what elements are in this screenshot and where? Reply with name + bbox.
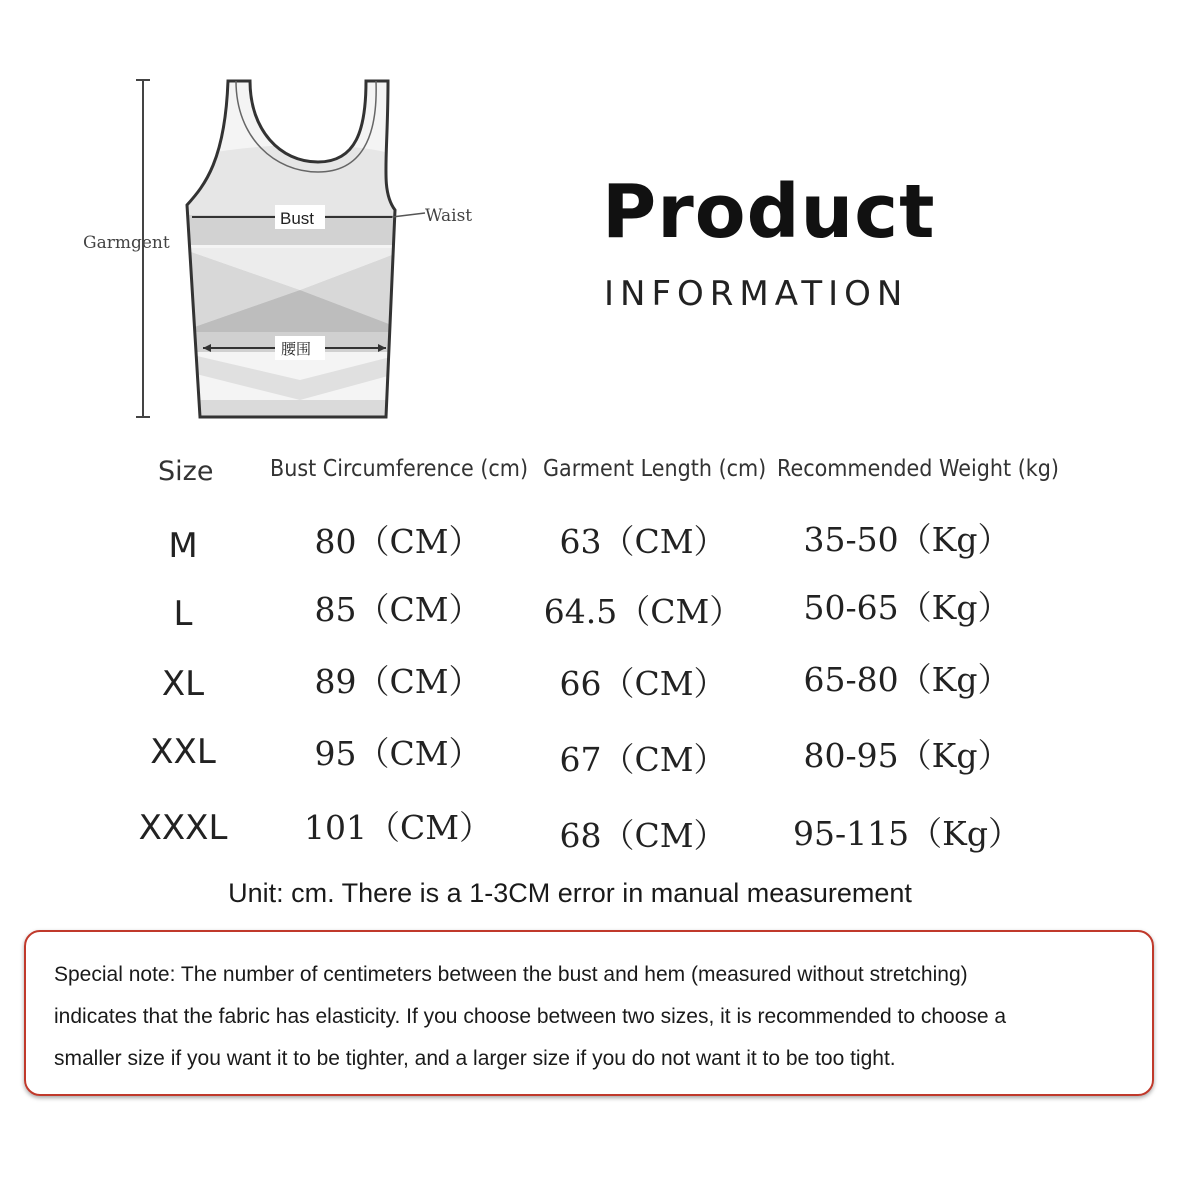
table-row: [0, 514, 1200, 574]
header-length: Garment Length (cm): [543, 456, 767, 482]
cell-length: 67（CM）: [559, 740, 727, 779]
cell-weight: 35-50（Kg）: [803, 520, 1011, 559]
cell-weight: 65-80（Kg）: [803, 660, 1011, 699]
special-note-line: Special note: The number of centimeters between the bust and hem (measured without stretching): [54, 963, 968, 986]
header-bust: Bust Circumference (cm): [270, 456, 529, 482]
cell-length: 68（CM）: [559, 816, 727, 855]
garment-diagram: [70, 70, 510, 430]
cell-length: 66（CM）: [559, 664, 727, 703]
cell-length: 63（CM）: [559, 522, 727, 561]
page-title: Product: [602, 169, 936, 255]
page-subtitle: INFORMATION: [604, 274, 909, 314]
table-row: [0, 582, 1200, 642]
bust-label: Bust: [280, 209, 315, 228]
table-row: [0, 654, 1200, 714]
special-note-box: [24, 930, 1154, 1096]
special-note-line: indicates that the fabric has elasticity. If you choose between two sizes, it is recommended to choose a: [54, 1005, 1007, 1028]
header-weight: Recommended Weight (kg): [777, 456, 1059, 482]
cell-length: 64.5（CM）: [543, 592, 743, 631]
special-note-line: smaller size if you want it to be tighter, and a larger size if you do not want it to be too tight.: [54, 1047, 896, 1070]
cell-weight: 50-65（Kg）: [803, 588, 1011, 627]
cell-size: M: [168, 526, 198, 566]
title-block: [590, 169, 936, 314]
waist-cn-label: 腰围: [281, 340, 312, 358]
waist-label: Waist: [425, 206, 473, 226]
cell-weight: 80-95（Kg）: [803, 736, 1011, 775]
table-row: [0, 726, 1200, 786]
cell-bust: 101（CM）: [303, 808, 493, 847]
cell-size: XXL: [150, 732, 216, 772]
garment-length-label: Garmgent: [83, 233, 170, 253]
cell-size: L: [173, 594, 193, 634]
cell-size: XL: [161, 664, 205, 704]
cell-bust: 89（CM）: [314, 662, 482, 701]
cell-weight: 95-115（Kg）: [793, 814, 1021, 853]
cell-bust: 80（CM）: [314, 522, 482, 561]
cell-size: XXXL: [138, 808, 228, 848]
cell-bust: 85（CM）: [314, 590, 482, 629]
cell-bust: 95（CM）: [314, 734, 482, 773]
table-row: [0, 800, 1200, 860]
header-size: Size: [158, 456, 214, 487]
tank-top-illustration: [70, 70, 510, 430]
unit-note: Unit: cm. There is a 1-3CM error in manual measurement: [228, 878, 912, 908]
